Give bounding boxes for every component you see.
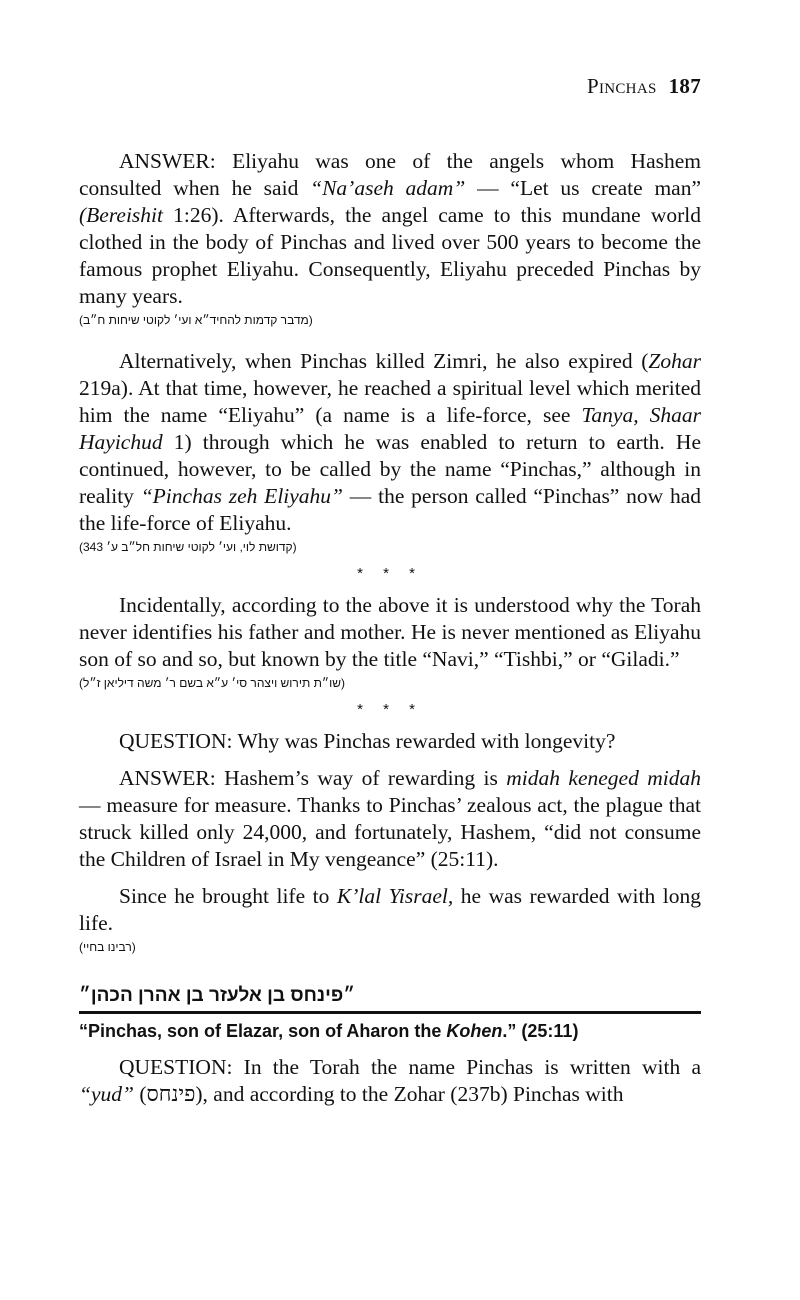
text-run: 1) through which he was enabled to return to earth. He continued, however, to be called by the name “Pinchas,” although in reality (79, 430, 701, 508)
text-run: 1:26). Afterwards, the angel came to this mundane world clothed in the body of Pinchas and lived over 500 years to become the famous prophet Eliyahu. Consequently, Eliyahu preceded Pinchas by many years. (79, 203, 701, 308)
italic-run: K’lal Yisrael, (336, 884, 454, 908)
text-run: ANSWER: Hashem’s way of rewarding is (119, 766, 507, 790)
hebrew-verse-heading: ״פינחס בן אלעזר בן אהרן הכהן״ (79, 985, 356, 1006)
text-run: Since he brought life to (119, 884, 337, 908)
section-divider: * * * (357, 565, 423, 582)
heading-rule (79, 1011, 701, 1014)
text-run: ANSWER: Eliyahu was one of the angels whom Hashem consulted when he said (79, 149, 701, 200)
page-body (79, 148, 701, 1108)
text-run: .” (25:11) (502, 1021, 579, 1041)
chapter-title: Pinchas (586, 74, 657, 98)
page-number: 187 (668, 74, 701, 98)
source-citation: (מדבר קדמות להחיד״א ועי׳ לקוטי שיחות ח״ב) (79, 313, 313, 327)
text-run: “Pinchas, son of Elazar, son of Aharon the (79, 1021, 447, 1041)
italic-run: (Bereishit (79, 203, 163, 227)
paragraph-incidentally: Incidentally, according to the above it is understood why the Torah never identifies his father and mother. He is never mentioned as Eliyahu son of so and so, but known by the title “Navi,” “Tishbi,” or “Giladi.” (79, 593, 701, 671)
text-run: QUESTION: In the Torah the name Pinchas is written with a (119, 1055, 701, 1079)
italic-run: midah keneged midah (506, 766, 701, 790)
italic-run: “yud” (79, 1082, 134, 1106)
text-run: (פינחס), and according to the Zohar (237b) Pinchas with (133, 1082, 624, 1106)
paragraph-answer-midah (79, 765, 701, 873)
italic-run: “Na’aseh adam” (310, 176, 466, 200)
italic-run: Kohen (446, 1021, 503, 1041)
english-verse-heading (79, 1018, 701, 1044)
italic-run: “Pinchas zeh Eliyahu” (140, 484, 344, 508)
paragraph-answer-eliyahu (79, 148, 701, 310)
text-run: — the person called “Pinchas” now had the life-force of Eliyahu. (79, 484, 701, 535)
source-citation: (קדושת לוי, ועי׳ לקוטי שיחות חל״ב ע׳ 343) (79, 540, 297, 554)
text-run: he was rewarded with long life. (79, 884, 701, 935)
source-citation: (שו״ת תירוש ויצהר סי׳ ע״א בשם ר׳ משה דיליאן ז״ל) (79, 676, 345, 690)
paragraph-long-life (79, 883, 701, 937)
running-head (587, 74, 701, 99)
text-run: — measure for measure. Thanks to Pinchas’ zealous act, the plague that struck killed only 24,000, and fortunately, Hashem, “did not consume the Children of Israel in My vengeance” (25:11). (79, 793, 701, 871)
source-citation: (רבינו בחיי) (79, 940, 136, 954)
paragraph-question-longevity: QUESTION: Why was Pinchas rewarded with longevity? (119, 729, 616, 753)
italic-run: Tanya, Shaar Hayichud (79, 403, 701, 454)
book-page (79, 0, 701, 1300)
paragraph-question-yud (79, 1054, 701, 1108)
paragraph-alternatively (79, 348, 701, 537)
text-run: — “Let us create man” (465, 176, 701, 200)
italic-run: Zohar (648, 349, 701, 373)
text-run: 219a). At that time, however, he reached a spiritual level which merited him the name “Eliyahu” (a name is a life-force, see (79, 376, 701, 427)
section-divider: * * * (357, 701, 423, 718)
text-run: Alternatively, when Pinchas killed Zimri, he also expired ( (119, 349, 649, 373)
